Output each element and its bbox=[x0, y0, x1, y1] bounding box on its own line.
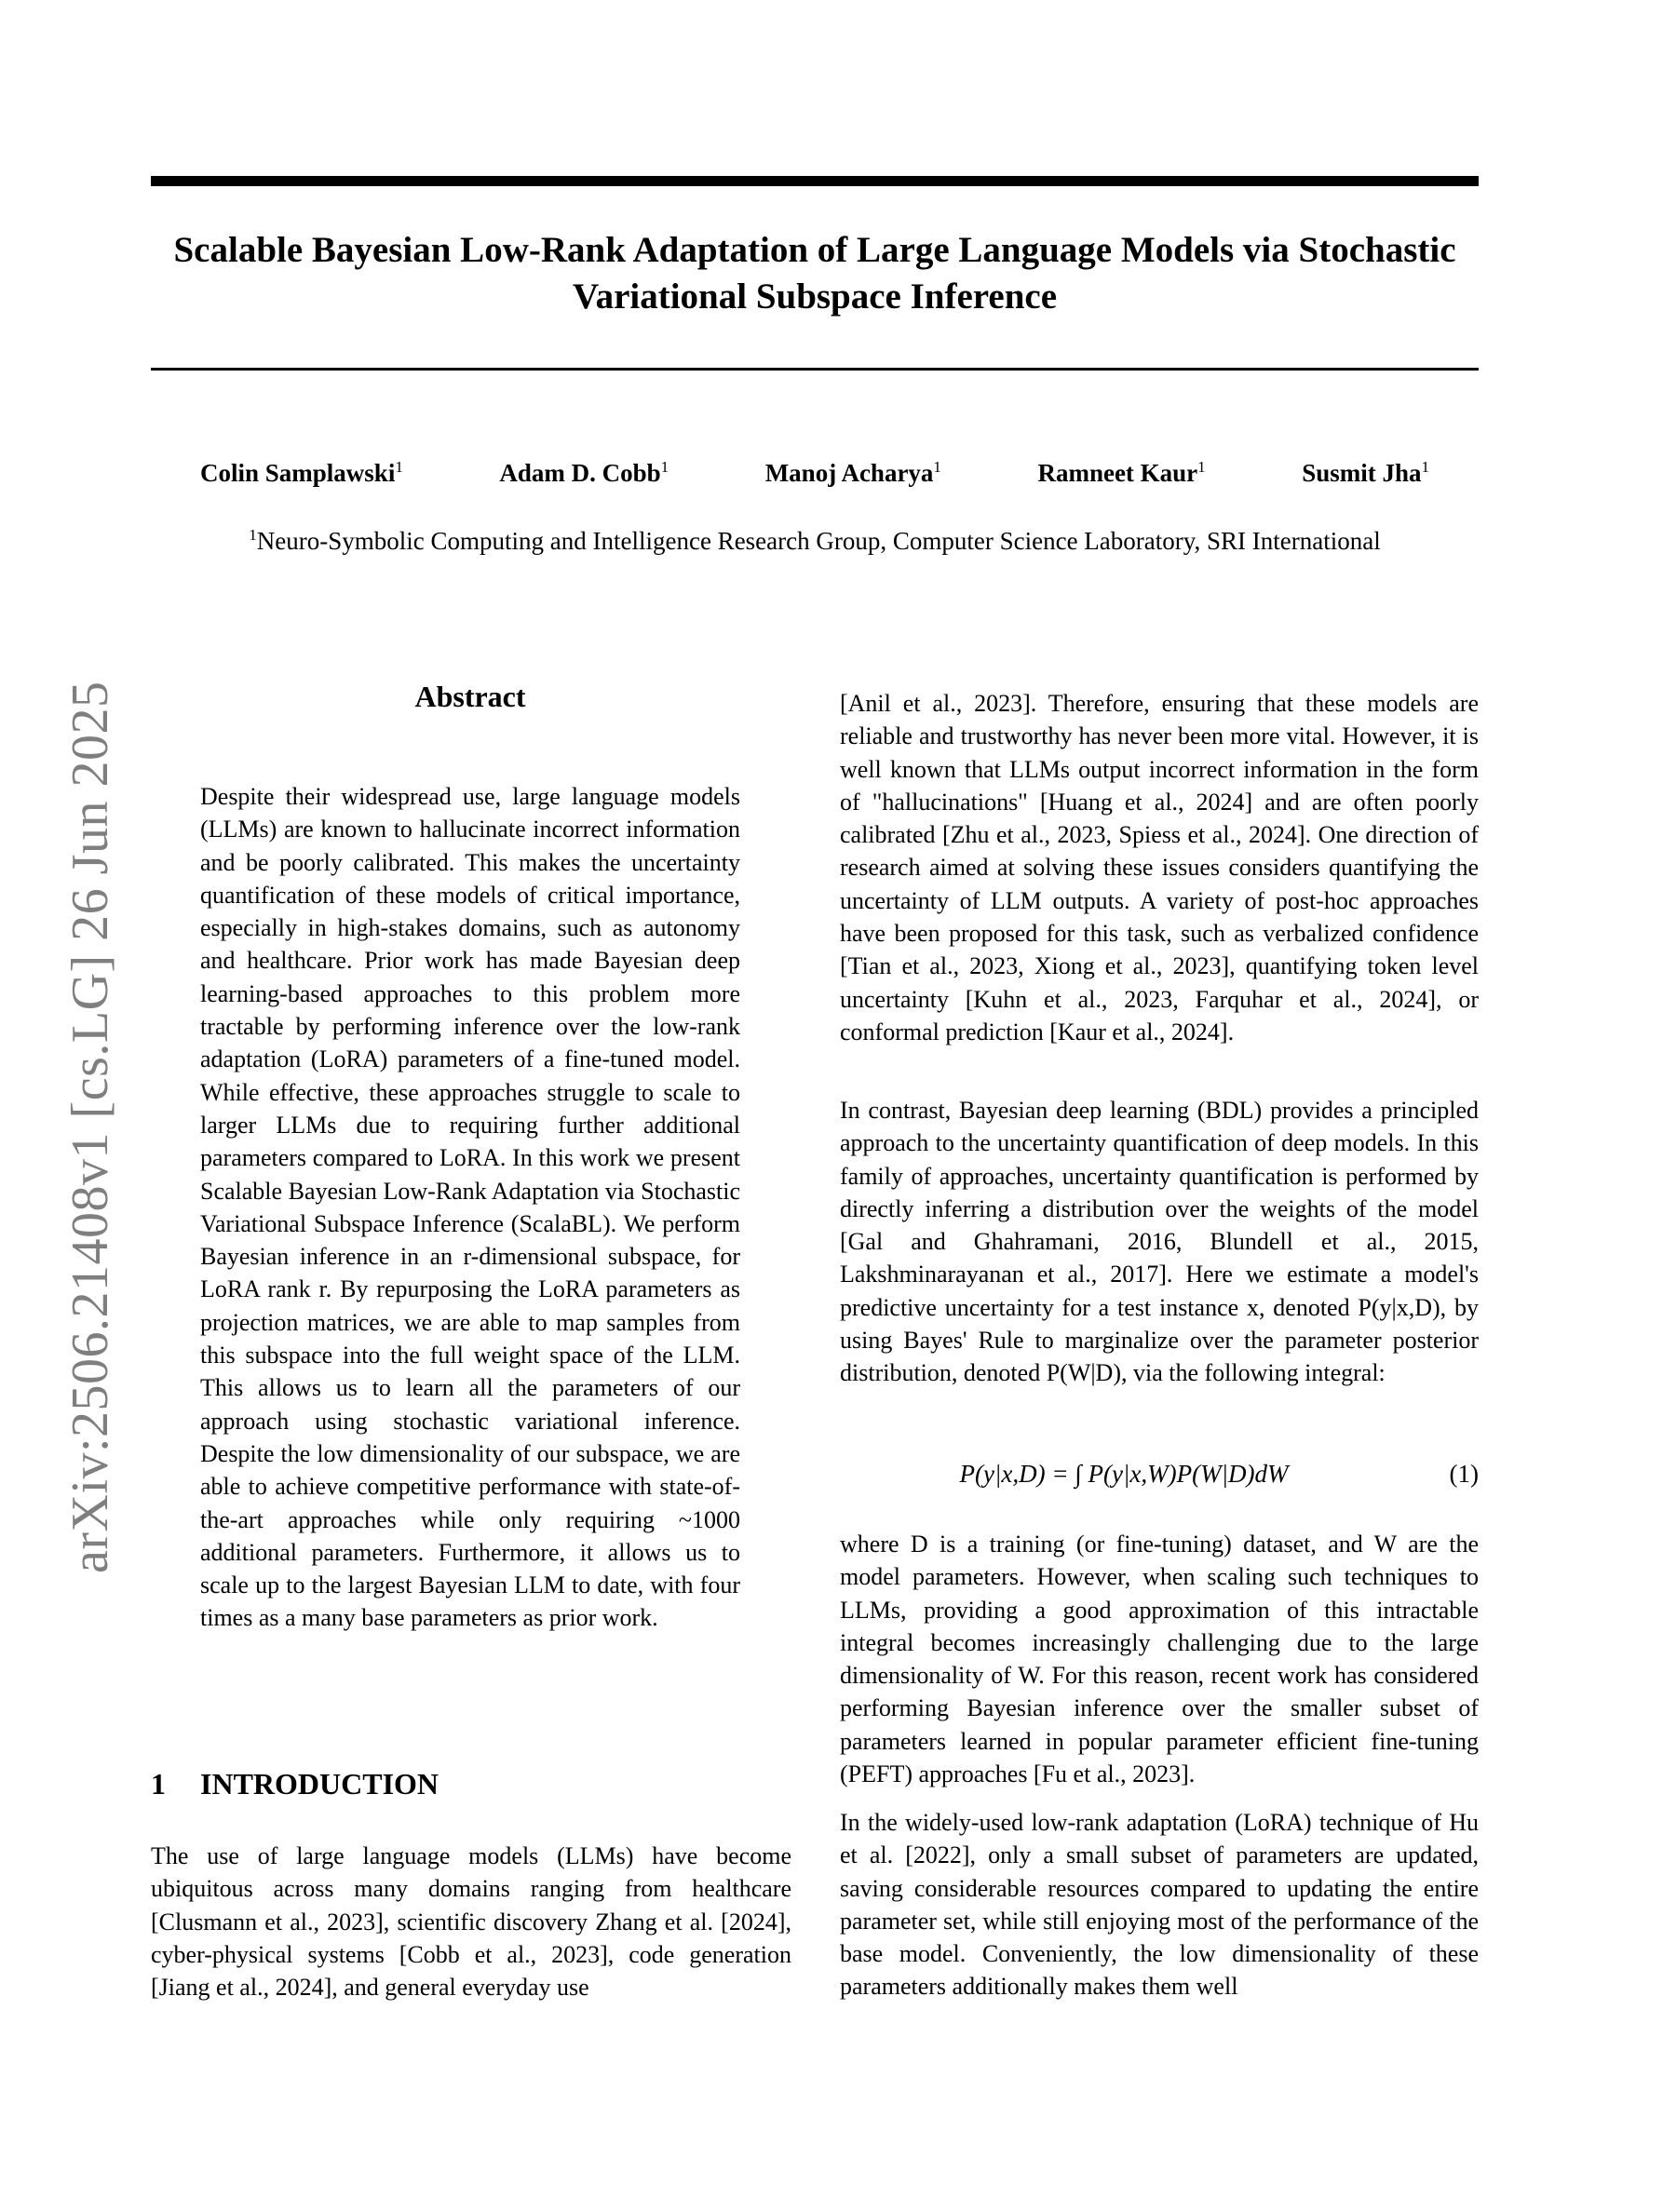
arxiv-identifier: arXiv:2506.21408v1 [cs.LG] 26 Jun 2025 bbox=[61, 681, 119, 1573]
abstract-text: Despite their widespread use, large language models (LLMs) are known to hallucinate incorrect information and be poorly calibrated. This makes the uncertainty quantification of these models of critical importance, especially in high-stakes domains, such as autonomy and healthcare. Prior work has made Bayesian deep learning-based approaches to this problem more tractable by performing inference over the low-rank adaptation (LoRA) parameters of a fine-tuned model. While effective, these approaches struggle to scale to larger LLMs due to requiring further additional parameters compared to LoRA. In this work we present Scalable Bayesian Low-Rank Adaptation via Stochastic Variational Subspace Inference (ScalaBL). We perform Bayesian inference in an r-dimensional subspace, for LoRA rank r. By repurposing the LoRA parameters as projection matrices, we are able to map samples from this subspace into the full weight space of the LLM. This allows us to learn all the parameters of our approach using stochastic variational inference. Despite the low dimensionality of our subspace, we are able to achieve competitive performance with state-of-the-art approaches while only requiring ~1000 additional parameters. Furthermore, it allows us to scale up to the largest Bayesian LLM to date, with four times as a many base parameters as prior work. bbox=[200, 783, 740, 1632]
author: Ramneet Kaur$^1$ bbox=[1037, 458, 1206, 487]
right-column-paragraph: [Anil et al., 2023]. Therefore, ensuring that these models are reliable and trustworthy has never been more vital. However, it is well known that LLMs output incorrect information in the form of "hallucinations" [Huang et al., 2024] and are often poorly calibrated [Zhu et al., 2023, Spiess et al., 2024]. One direction of research aimed at solving these issues considers quantifying the uncertainty of LLM outputs. A variety of post-hoc approaches have been proposed for this task, such as verbalized confidence [Tian et al., 2023, Xiong et al., 2023], quantifying token level uncertainty [Kuhn et al., 2023, Farquhar et al., 2024], or conformal prediction [Kaur et al., 2024]. bbox=[840, 690, 1479, 1045]
affiliation: $^1$Neuro-Symbolic Computing and Intelligence Research Group, Computer Science Laboratory, SRI International bbox=[249, 526, 1381, 555]
right-column-paragraph: In contrast, Bayesian deep learning (BDL) provides a principled approach to the uncertainty quantification of deep models. In this family of approaches, uncertainty quantification is performed by directly inferring a distribution over the weights of the model [Gal and Ghahramani, 2016, Blundell et al., 2015, Lakshminarayanan et al., 2017]. Here we estimate a model's predictive uncertainty for a test instance x, denoted P(y|x,D), by using Bayes' Rule to marginalize over the parameter posterior distribution, denoted P(W|D), via the following integral: bbox=[840, 1097, 1479, 1387]
equation-1 bbox=[840, 1454, 1479, 1495]
section-heading: 1 INTRODUCTION bbox=[151, 1767, 439, 1801]
author: Adam D. Cobb$^1$ bbox=[499, 458, 669, 487]
paper-title: Scalable Bayesian Low-Rank Adaptation of Large Language Models via Stochastic Variational Subspace Inference bbox=[173, 230, 1456, 317]
title-bottom-rule bbox=[151, 368, 1479, 371]
abstract-heading: Abstract bbox=[414, 680, 526, 713]
right-column-paragraph: where D is a training (or fine-tuning) dataset, and W are the model parameters. However, when scaling such techniques to LLMs, providing a good approximation of this intractable integral becomes increasingly challenging due to the large dimensionality of W. For this reason, recent work has considered performing Bayesian inference over the smaller subset of parameters learned in popular parameter efficient fine-tuning (PEFT) approaches [Fu et al., 2023]. bbox=[840, 1531, 1479, 1788]
equation-number: (1) bbox=[1449, 1460, 1479, 1488]
intro-paragraph: The use of large language models (LLMs) have become ubiquitous across many domains ranging from healthcare [Clusmann et al., 2023], scientific discovery Zhang et al. [2024], cyber-physical systems [Cobb et al., 2023], code generation [Jiang et al., 2024], and general everyday use bbox=[151, 1842, 791, 2002]
author-list bbox=[200, 458, 1429, 488]
author: Colin Samplawski$^1$ bbox=[200, 458, 403, 487]
equation-body: P(y|x,D) = ∫ P(y|x,W)P(W|D)dW bbox=[959, 1460, 1289, 1488]
right-column-paragraph: In the widely-used low-rank adaptation (LoRA) technique of Hu et al. [2022], only a small subset of parameters are updated, saving considerable resources compared to updating the entire parameter set, while still enjoying most of the performance of the base model. Conveniently, the low dimensionality of these parameters additionally makes them well bbox=[840, 1809, 1479, 2001]
author: Manoj Acharya$^1$ bbox=[764, 458, 941, 487]
author: Susmit Jha$^1$ bbox=[1302, 458, 1429, 487]
title-top-rule bbox=[151, 176, 1479, 186]
